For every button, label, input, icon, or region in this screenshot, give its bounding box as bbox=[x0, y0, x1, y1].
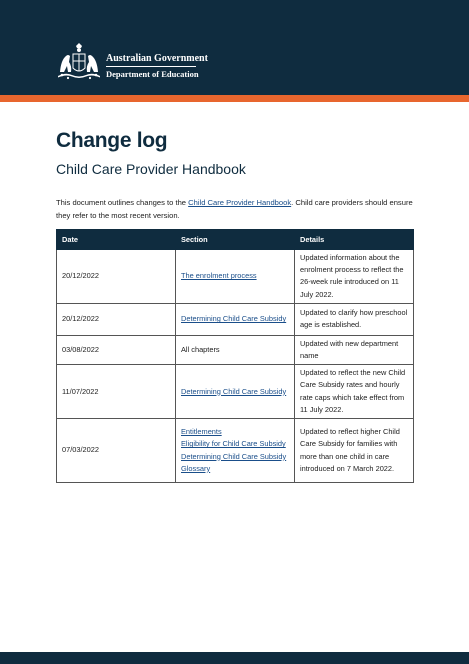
government-name: Australian Government bbox=[106, 53, 208, 64]
intro-text-after: . Child care providers should ensure they refer to the most recent version. bbox=[56, 198, 413, 220]
row-details: Updated to clarify how preschool age is established. bbox=[295, 303, 414, 335]
change-log-table bbox=[56, 229, 414, 483]
row-section bbox=[176, 419, 295, 483]
row-details: Updated with new department name bbox=[295, 335, 414, 364]
column-header-section: Section bbox=[176, 230, 295, 250]
row-date: 03/08/2022 bbox=[57, 335, 176, 364]
row-date: 11/07/2022 bbox=[57, 365, 176, 419]
intro-text-before: This document outlines changes to the bbox=[56, 198, 189, 207]
table-row bbox=[57, 365, 414, 419]
accent-bar bbox=[0, 95, 469, 102]
row-details: Updated to reflect higher Child Care Subsidy for families with more than one child in care introduced on 7 March 2022. bbox=[295, 419, 414, 483]
intro-paragraph bbox=[56, 196, 416, 222]
coat-of-arms-icon bbox=[56, 42, 102, 82]
row-section bbox=[176, 335, 295, 364]
row-date: 20/12/2022 bbox=[57, 303, 176, 335]
government-logo-text bbox=[106, 53, 208, 80]
footer-bar bbox=[0, 652, 469, 664]
section-link[interactable]: The enrolment process bbox=[181, 271, 257, 281]
section-text: All chapters bbox=[181, 344, 220, 354]
page-subtitle: Child Care Provider Handbook bbox=[56, 161, 246, 177]
row-date: 07/03/2022 bbox=[57, 419, 176, 483]
row-section bbox=[176, 250, 295, 304]
table-row bbox=[57, 250, 414, 304]
department-name: Department of Education bbox=[106, 69, 199, 79]
column-header-date: Date bbox=[57, 230, 176, 250]
section-link[interactable]: Entitlements bbox=[181, 427, 222, 437]
section-link[interactable]: Determining Child Care Subsidy bbox=[181, 451, 287, 461]
section-link[interactable]: Glossary bbox=[181, 463, 211, 473]
section-link[interactable]: Determining Child Care Subsidy bbox=[181, 314, 287, 324]
table-row bbox=[57, 335, 414, 364]
handbook-link[interactable]: Child Care Provider Handbook bbox=[188, 198, 292, 207]
header-banner bbox=[0, 0, 469, 95]
table-row bbox=[57, 419, 414, 483]
page-title: Change log bbox=[56, 129, 168, 152]
column-header-details: Details bbox=[295, 230, 414, 250]
row-date: 20/12/2022 bbox=[57, 250, 176, 304]
table-header-row bbox=[57, 230, 414, 250]
table-row bbox=[57, 303, 414, 335]
logo-divider bbox=[106, 66, 196, 67]
row-details: Updated information about the enrolment process to reflect the 26-week rule introduced on 11 July 2022. bbox=[295, 250, 414, 304]
row-section bbox=[176, 365, 295, 419]
row-details: Updated to reflect the new Child Care Subsidy rates and hourly rate caps which take effect from 11 July 2022. bbox=[295, 365, 414, 419]
section-link[interactable]: Eligibility for Child Care Subsidy bbox=[181, 439, 286, 449]
section-link[interactable]: Determining Child Care Subsidy bbox=[181, 386, 287, 396]
row-section bbox=[176, 303, 295, 335]
